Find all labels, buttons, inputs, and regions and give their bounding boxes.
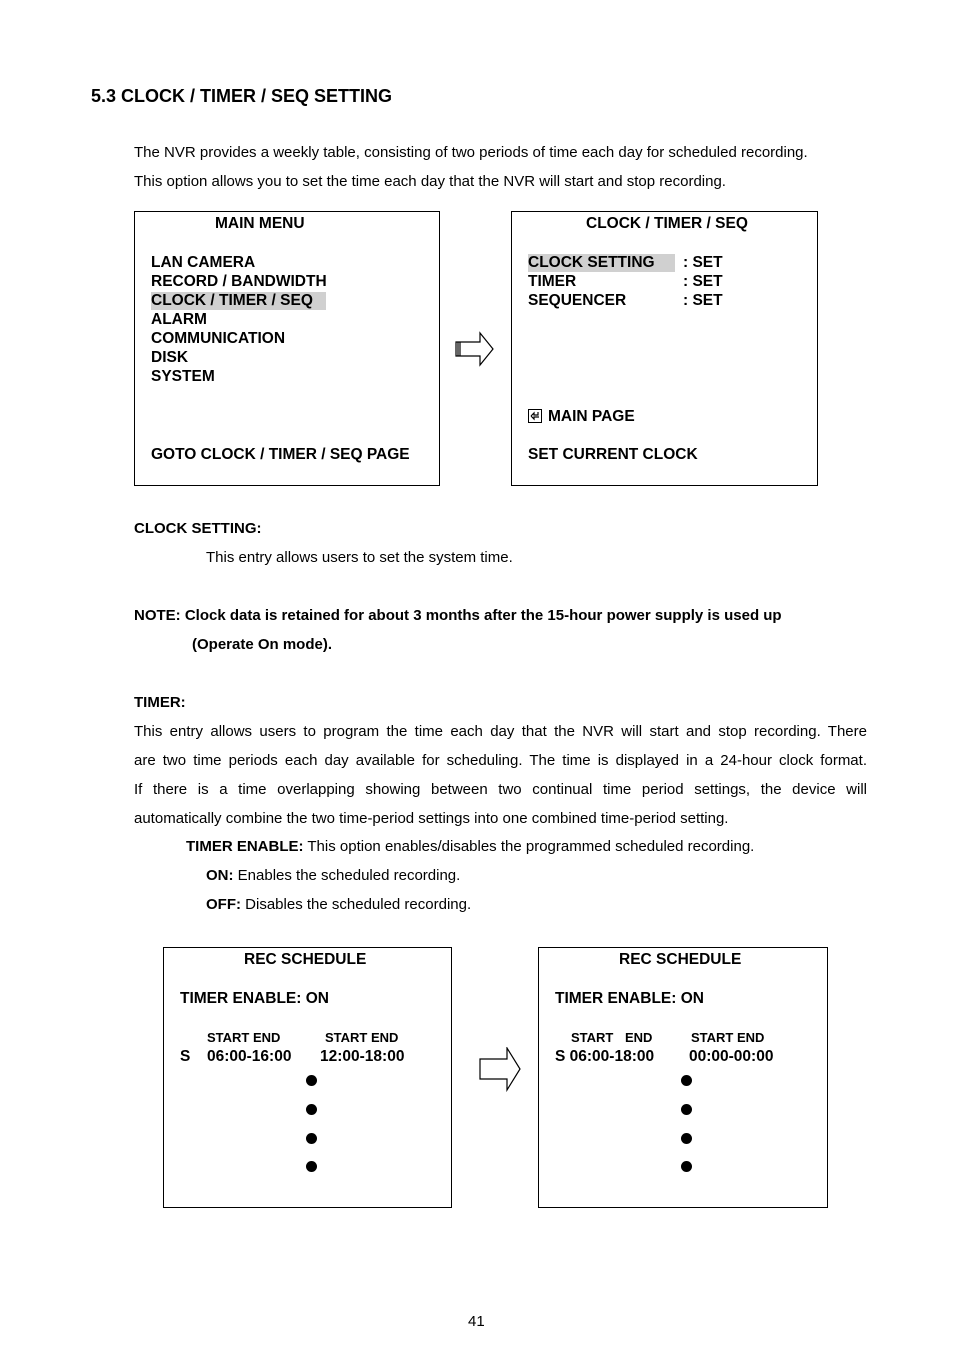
menu-item-record-bandwidth[interactable]: RECORD / BANDWIDTH — [151, 273, 327, 290]
day-label: S — [180, 1048, 191, 1065]
menu-item-system[interactable]: SYSTEM — [151, 368, 215, 385]
off-text: Disables the scheduled recording. — [241, 896, 472, 913]
bullet-dot — [306, 1104, 317, 1115]
col-header-1-start: START — [571, 1030, 614, 1045]
clock-setting-label[interactable]: CLOCK SETTING — [528, 254, 675, 272]
sequencer-value[interactable]: : SET — [683, 292, 723, 309]
rec-schedule-title: REC SCHEDULE — [244, 951, 367, 968]
menu-item-communication[interactable]: COMMUNICATION — [151, 330, 286, 347]
clock-menu-title: CLOCK / TIMER / SEQ — [586, 215, 748, 232]
period-2[interactable]: 12:00-18:00 — [320, 1048, 405, 1065]
main-menu-title: MAIN MENU — [215, 215, 305, 232]
note-line-2: (Operate On mode). — [192, 636, 333, 653]
combined-period[interactable]: S 06:00-18:00 — [555, 1048, 655, 1065]
rec-schedule-panel-before — [163, 947, 452, 1208]
bullet-dot — [681, 1104, 692, 1115]
timer-enable-desc — [186, 838, 754, 855]
off-label: OFF: — [206, 896, 241, 913]
back-icon[interactable] — [528, 409, 542, 423]
clock-setting-value[interactable]: : SET — [683, 254, 723, 271]
timer-enable-label: TIMER ENABLE: — [186, 838, 304, 855]
menu-item-alarm[interactable]: ALARM — [151, 311, 207, 328]
timer-label[interactable]: TIMER — [528, 273, 577, 290]
bullet-dot — [306, 1161, 317, 1172]
bullet-dot — [306, 1075, 317, 1086]
main-page-link[interactable]: MAIN PAGE — [548, 408, 635, 425]
on-text: Enables the scheduled recording. — [233, 867, 461, 884]
sequencer-label[interactable]: SEQUENCER — [528, 292, 627, 309]
on-label: ON: — [206, 867, 234, 884]
menu-item-lan-camera[interactable]: LAN CAMERA — [151, 254, 256, 271]
clock-menu-panel — [511, 211, 818, 486]
on-desc — [206, 867, 460, 884]
bullet-dot — [681, 1075, 692, 1086]
timer-heading: TIMER: — [134, 694, 186, 711]
rec-schedule-panel-after — [538, 947, 828, 1208]
clock-setting-text: This entry allows users to set the system time. — [206, 549, 513, 566]
page-number: 41 — [468, 1313, 485, 1330]
rec-schedule-title: REC SCHEDULE — [619, 951, 742, 968]
timer-enable-status[interactable]: TIMER ENABLE: ON — [180, 990, 329, 1007]
col-header-2: START END — [325, 1030, 399, 1045]
section-heading: 5.3 CLOCK / TIMER / SEQ SETTING — [91, 86, 393, 106]
timer-line-4: automatically combine the two time-period settings into one combined time-period setting. — [134, 810, 729, 827]
period-1[interactable]: 06:00-16:00 — [207, 1048, 292, 1065]
timer-value[interactable]: : SET — [683, 273, 723, 290]
timer-paragraph — [134, 717, 867, 833]
col-header-2: START END — [691, 1030, 765, 1045]
menu-item-disk[interactable]: DISK — [151, 349, 189, 366]
intro-line-1: The NVR provides a weekly table, consisting of two periods of time each day for scheduled recording. — [134, 144, 808, 161]
bullet-dot — [681, 1133, 692, 1144]
timer-line-1: This entry allows users to program the time each day that the NVR will start and stop recording. There — [134, 723, 867, 740]
clock-menu-footer: SET CURRENT CLOCK — [528, 446, 698, 463]
bullet-dot — [306, 1133, 317, 1144]
clock-setting-heading: CLOCK SETTING: — [134, 520, 262, 537]
off-desc — [206, 896, 471, 913]
timer-enable-text: This option enables/disables the programmed scheduled recording. — [303, 838, 755, 855]
intro-line-2: This option allows you to set the time each day that the NVR will start and stop recording. — [134, 173, 726, 190]
timer-enable-status[interactable]: TIMER ENABLE: ON — [555, 990, 704, 1007]
main-menu-footer: GOTO CLOCK / TIMER / SEQ PAGE — [151, 446, 410, 463]
note-line-1: NOTE: Clock data is retained for about 3 months after the 15-hour power supply is used up — [134, 607, 782, 624]
col-header-1-end: END — [625, 1030, 653, 1045]
arrow-right-icon — [479, 1047, 523, 1093]
timer-line-2: are two time periods each day available for scheduling. The time is displayed in a 24-hour clock format. — [134, 752, 867, 769]
main-menu-panel — [134, 211, 440, 486]
arrow-right-icon — [455, 331, 495, 367]
menu-item-clock-timer-seq[interactable]: CLOCK / TIMER / SEQ — [151, 292, 326, 310]
timer-line-3: If there is a time overlapping showing between two continual time period settings, the device will — [134, 781, 867, 798]
bullet-dot — [681, 1161, 692, 1172]
period-2[interactable]: 00:00-00:00 — [689, 1048, 774, 1065]
col-header-1: START END — [207, 1030, 281, 1045]
